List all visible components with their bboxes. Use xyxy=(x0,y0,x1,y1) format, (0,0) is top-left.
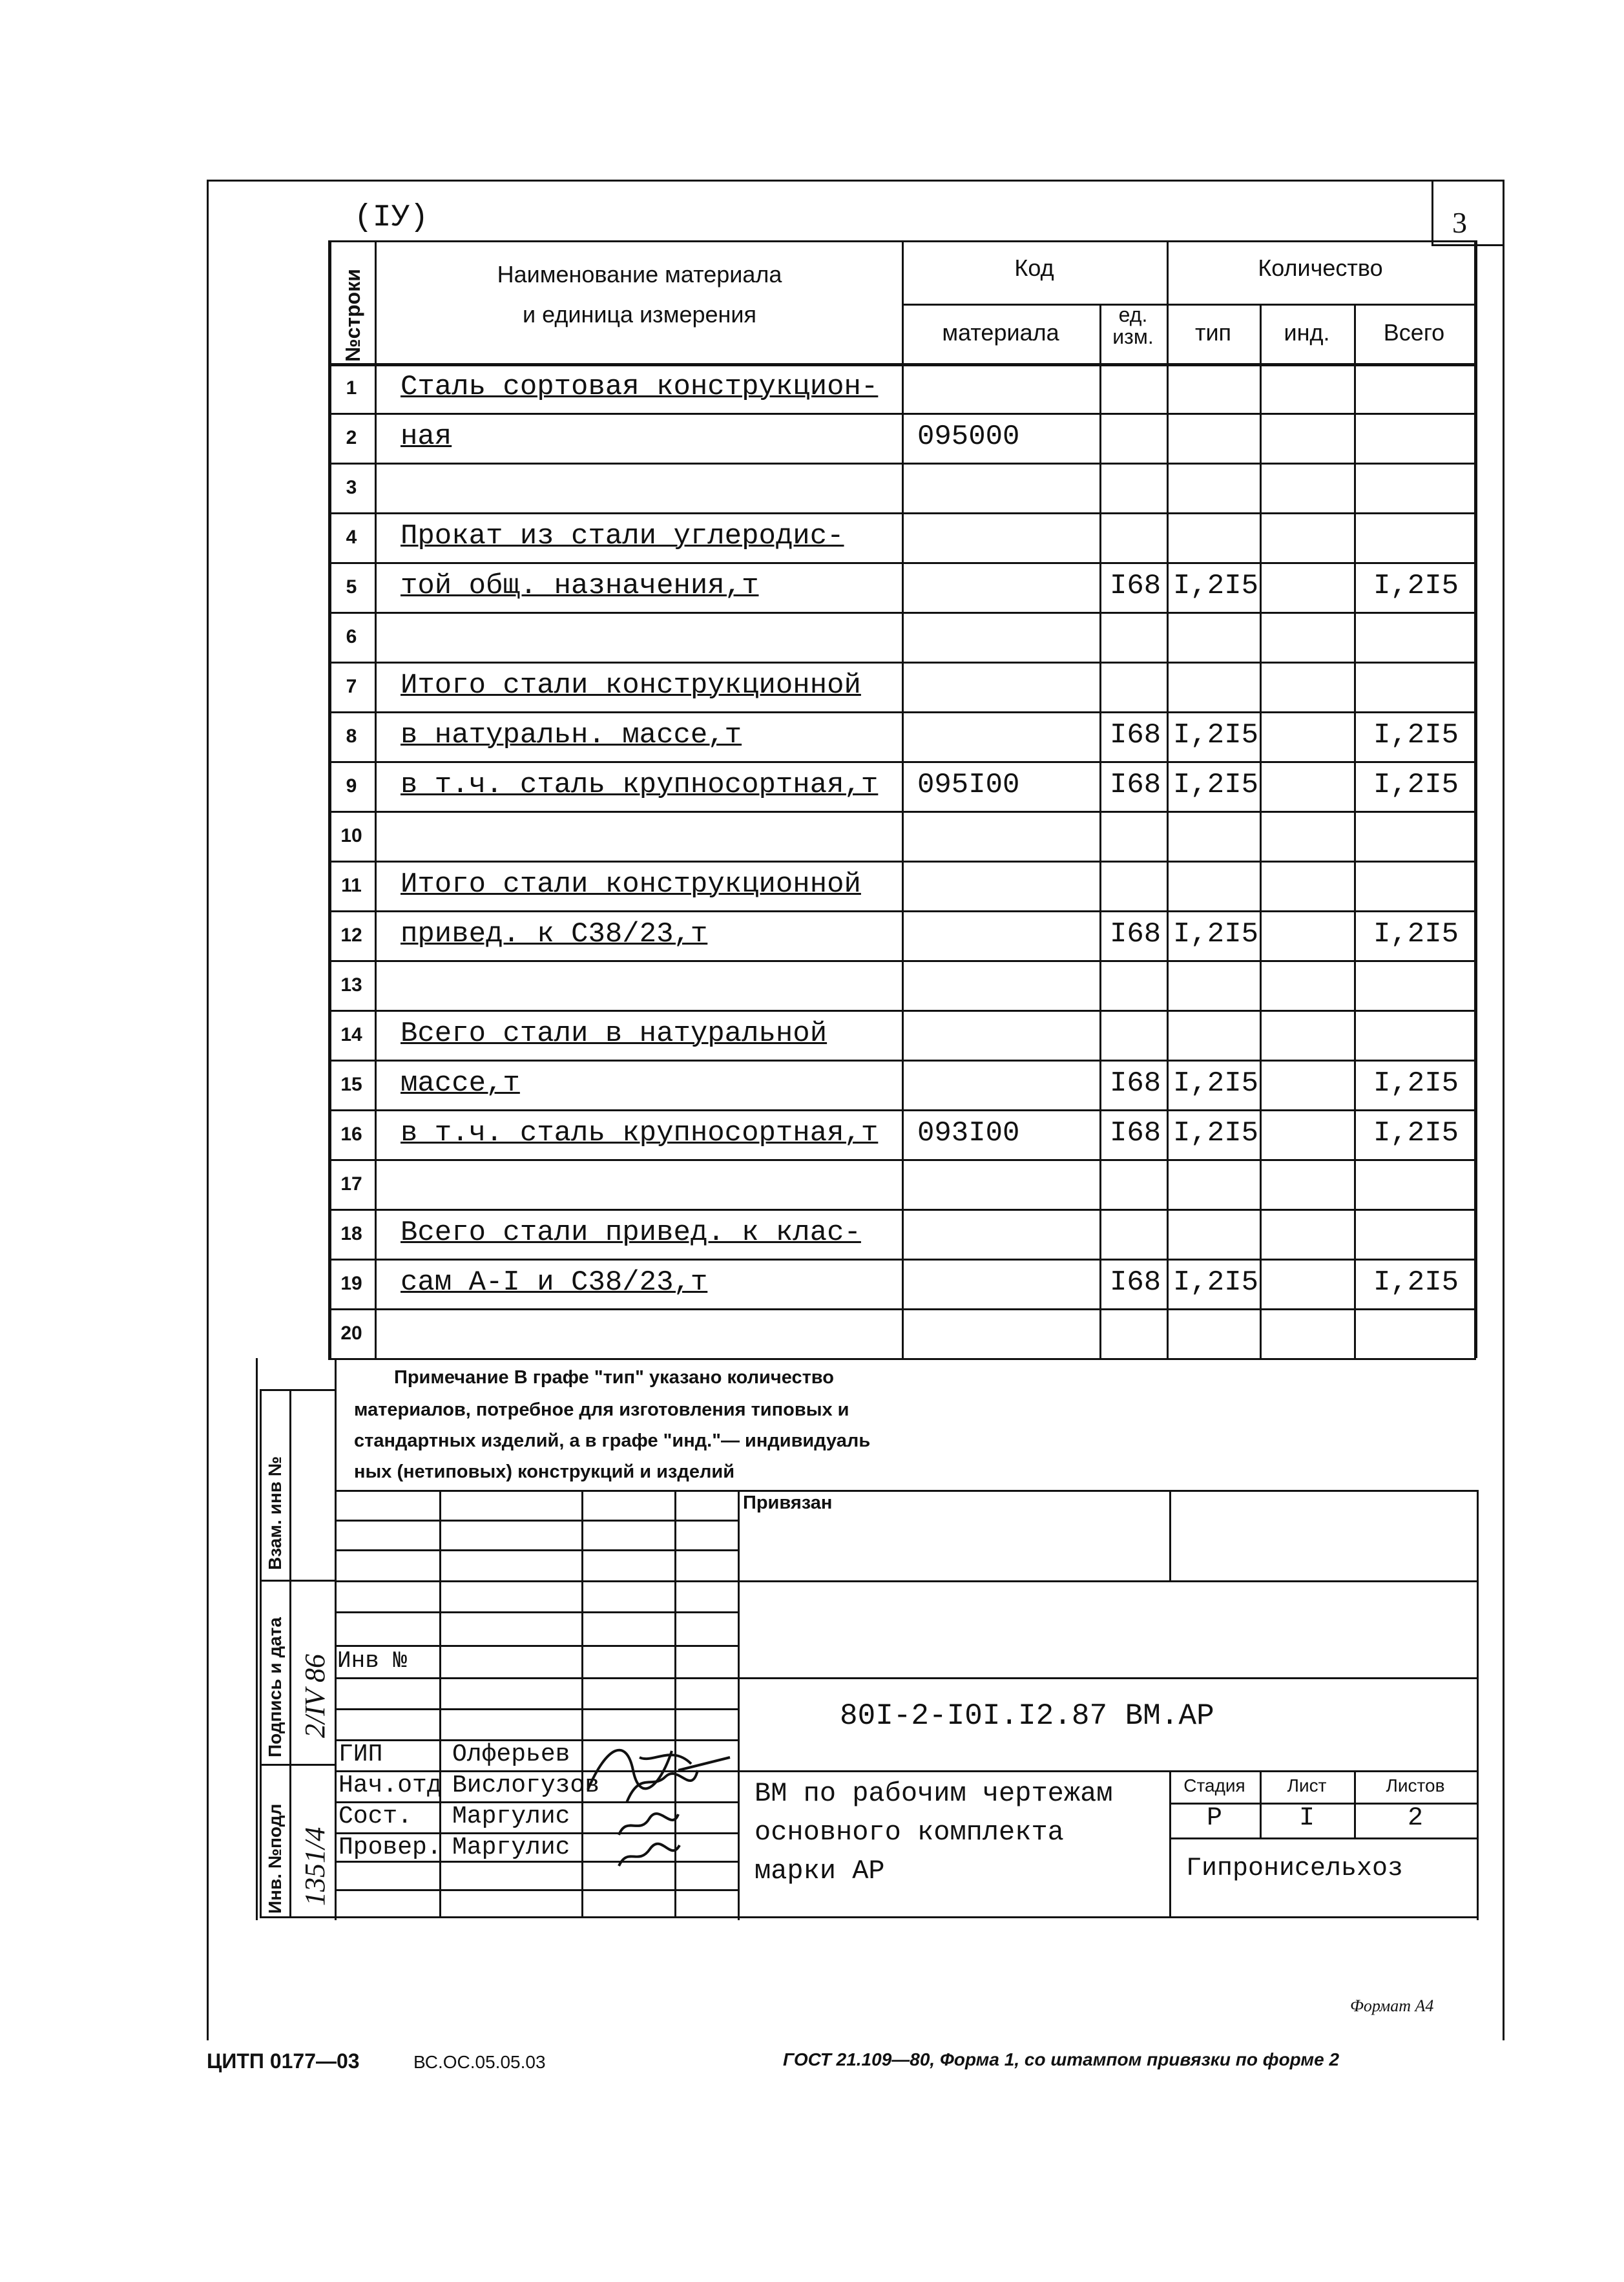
tb-sheets-value: 2 xyxy=(1407,1804,1423,1833)
sheet-number: 3 xyxy=(1452,206,1467,239)
tb-bottom xyxy=(260,1916,1477,1918)
tb-h2 xyxy=(335,1549,738,1551)
row-qty-typ: I,2I5 xyxy=(1173,1067,1259,1100)
tb-role-label: Нач.отд xyxy=(338,1772,442,1799)
row-code: 095000 xyxy=(917,421,1020,453)
tb-role-name: Маргулис xyxy=(452,1834,570,1861)
row-code: 093I00 xyxy=(917,1117,1020,1149)
sheet-number-box-bottom xyxy=(1431,244,1503,246)
row-number: 3 xyxy=(346,477,357,498)
signature-margulis-2 xyxy=(614,1839,685,1871)
tb-top xyxy=(335,1490,1478,1492)
row-divider xyxy=(328,512,1476,514)
row-number: 5 xyxy=(346,576,357,598)
row-divider xyxy=(328,711,1476,713)
row-name: сам А-I и С38/23,т xyxy=(401,1266,708,1299)
format-label: Формат А4 xyxy=(1350,1996,1434,2015)
row-qty-total: I,2I5 xyxy=(1373,570,1459,602)
header-mid xyxy=(902,304,1474,306)
row-qty-typ: I,2I5 xyxy=(1173,769,1259,801)
header-bottom xyxy=(328,363,1476,366)
side-stamp-col xyxy=(289,1389,291,1916)
side-stamp-left xyxy=(260,1389,262,1916)
row-unit: I68 xyxy=(1110,1067,1161,1100)
row-number: 9 xyxy=(346,775,357,797)
col-code-right xyxy=(1099,304,1101,1358)
footer-gost: ГОСТ 21.109—80, Форма 1, со штампом привязки по форме 2 xyxy=(783,2049,1340,2069)
side-sign-date: Подпись и дата xyxy=(265,1617,285,1757)
note-line-4: ных (нетиповых) конструкций и изделий xyxy=(354,1461,735,1482)
tb-h6 xyxy=(335,1677,1477,1679)
side-podl-number: 1351/4 xyxy=(299,1827,331,1906)
frame-top xyxy=(207,180,1503,182)
section-label: (IУ) xyxy=(354,200,429,235)
row-name: в т.ч. сталь крупносортная,т xyxy=(401,1117,879,1149)
row-number: 2 xyxy=(346,427,357,448)
qty-typ-header: тип xyxy=(1194,319,1232,346)
row-qty-typ: I,2I5 xyxy=(1173,570,1259,602)
row-divider xyxy=(328,1259,1476,1261)
qty-total-header: Всего xyxy=(1383,319,1445,346)
row-unit: I68 xyxy=(1110,1117,1161,1149)
signature-margulis-1 xyxy=(614,1809,685,1841)
tb-sheet-label: Лист xyxy=(1287,1775,1327,1795)
sheet-number-box-left xyxy=(1431,180,1433,244)
row-name: Итого стали конструкционной xyxy=(401,868,861,901)
row-divider xyxy=(328,761,1476,763)
row-name: массе,т xyxy=(401,1067,520,1100)
row-name: Всего стали в натуральной xyxy=(401,1018,828,1050)
row-number: 11 xyxy=(341,875,362,896)
row-divider xyxy=(328,463,1476,465)
note-line-2: материалов, потребное для изготовления типовых и xyxy=(354,1399,849,1420)
side-date-handwritten: 2/IV 86 xyxy=(299,1654,331,1738)
row-number: 20 xyxy=(340,1323,362,1344)
row-divider xyxy=(328,1060,1476,1062)
row-unit: I68 xyxy=(1110,570,1161,602)
frame-left xyxy=(207,180,209,2040)
row-name: той общ. назначения,т xyxy=(401,570,759,602)
row-qty-typ: I,2I5 xyxy=(1173,1117,1259,1149)
code-material-header: материала xyxy=(942,319,1059,346)
tb-h7 xyxy=(335,1708,738,1710)
row-divider xyxy=(328,1109,1476,1111)
tb-h13 xyxy=(335,1889,738,1891)
tb-privyazan-split xyxy=(1169,1490,1171,1580)
tb-role-label: ГИП xyxy=(338,1741,383,1768)
row-divider xyxy=(328,1209,1476,1211)
row-number: 17 xyxy=(340,1173,362,1195)
tb-h4 xyxy=(335,1611,738,1613)
row-number: 15 xyxy=(340,1074,362,1095)
col-rownum-right xyxy=(375,240,377,1358)
row-divider xyxy=(328,562,1476,564)
col-name-right xyxy=(902,240,904,1358)
lower-left-border xyxy=(256,1358,258,1920)
row-divider xyxy=(328,413,1476,415)
row-qty-total: I,2I5 xyxy=(1373,1117,1459,1149)
tb-sheets-label: Листов xyxy=(1386,1775,1445,1795)
row-name: в натуральн. массе,т xyxy=(401,719,742,751)
row-number-header: №строки xyxy=(341,269,364,362)
row-number: 6 xyxy=(346,626,357,647)
row-number: 13 xyxy=(340,974,362,996)
code-header: Код xyxy=(1014,255,1054,281)
row-number: 18 xyxy=(340,1223,362,1244)
col-unit-right xyxy=(1167,240,1169,1358)
row-qty-typ: I,2I5 xyxy=(1173,719,1259,751)
row-divider xyxy=(328,612,1476,614)
row-divider xyxy=(328,960,1476,962)
tb-title-3: марки АР xyxy=(755,1856,885,1887)
side-stamp-top xyxy=(260,1389,335,1391)
tb-role-label: Сост. xyxy=(338,1803,413,1830)
row-number: 16 xyxy=(340,1124,362,1145)
tb-stage-label: Стадия xyxy=(1183,1775,1245,1795)
row-unit: I68 xyxy=(1110,1266,1161,1299)
tb-col-b xyxy=(581,1490,583,1916)
row-name: в т.ч. сталь крупносортная,т xyxy=(401,769,879,801)
tb-right xyxy=(1477,1490,1479,1920)
row-number: 4 xyxy=(346,527,357,548)
row-number: 12 xyxy=(340,925,362,946)
tb-org: Гипронисельхоз xyxy=(1186,1854,1404,1883)
quantity-header: Количество xyxy=(1258,255,1383,281)
tb-h3 xyxy=(335,1580,1477,1582)
row-unit: I68 xyxy=(1110,719,1161,751)
name-header: Наименование материала xyxy=(497,261,782,288)
footer-left-code2: ВС.ОС.05.05.03 xyxy=(413,2052,546,2072)
row-divider xyxy=(328,1010,1476,1012)
tb-role-name: Вислогузов xyxy=(452,1772,600,1799)
row-qty-total: I,2I5 xyxy=(1373,719,1459,751)
footer-left-code: ЦИТП 0177—03 xyxy=(207,2049,360,2073)
note-line-1: Примечание В графе "тип" указано количество xyxy=(394,1367,834,1388)
tb-doc-code: 80I-2-I0I.I2.87 ВМ.АР xyxy=(840,1699,1214,1733)
tb-h5 xyxy=(335,1645,738,1647)
row-name: ная xyxy=(401,421,452,453)
row-name: Сталь сортовая конструкцион- xyxy=(401,371,879,403)
tb-stage-h2 xyxy=(1169,1837,1477,1839)
row-number: 14 xyxy=(340,1024,362,1045)
header-top xyxy=(328,240,1476,242)
tb-title-2: основного комплекта xyxy=(755,1817,1064,1848)
row-number: 1 xyxy=(346,377,357,399)
side-inv-vzam: Взам. инв № xyxy=(265,1456,285,1570)
row-qty-total: I,2I5 xyxy=(1373,1067,1459,1100)
row-divider xyxy=(328,861,1476,863)
signature-visloguzov xyxy=(620,1764,704,1809)
tb-inv-label: Инв № xyxy=(337,1648,408,1674)
side-stamp-split1 xyxy=(260,1580,335,1582)
row-name: Прокат из стали углеродис- xyxy=(401,520,844,552)
tb-sheet-value: I xyxy=(1298,1804,1315,1833)
side-stamp-split2 xyxy=(260,1764,335,1766)
row-name: Всего стали привед. к клас- xyxy=(401,1217,861,1249)
row-divider xyxy=(328,662,1476,664)
row-name: Итого стали конструкционной xyxy=(401,669,861,702)
row-qty-typ: I,2I5 xyxy=(1173,918,1259,950)
tb-title-1: ВМ по рабочим чертежам xyxy=(755,1778,1113,1809)
row-number: 7 xyxy=(346,676,357,697)
tb-h1 xyxy=(335,1520,738,1522)
tb-role-name: Маргулис xyxy=(452,1803,570,1830)
code-unit-header: ед. изм. xyxy=(1112,303,1154,348)
row-qty-typ: I,2I5 xyxy=(1173,1266,1259,1299)
tb-role-name: Олферьев xyxy=(452,1741,570,1768)
row-divider xyxy=(328,1308,1476,1310)
row-number: 8 xyxy=(346,726,357,747)
row-number: 10 xyxy=(340,825,362,846)
qty-ind-header: инд. xyxy=(1284,319,1330,346)
side-inv-podl: Инв. №подл xyxy=(265,1803,285,1914)
row-number: 19 xyxy=(340,1273,362,1294)
name-unit-header: и единица измерения xyxy=(522,301,756,328)
tb-col-d xyxy=(738,1490,740,1920)
tb-stage-value: Р xyxy=(1206,1804,1222,1833)
row-unit: I68 xyxy=(1110,918,1161,950)
col-ind-right xyxy=(1354,304,1356,1358)
tb-role-label: Провер. xyxy=(338,1834,442,1861)
row-code: 095I00 xyxy=(917,769,1020,801)
row-unit: I68 xyxy=(1110,769,1161,801)
row-qty-total: I,2I5 xyxy=(1373,918,1459,950)
note-line-3: стандартных изделий, а в графе "инд."— индивидуаль xyxy=(354,1430,871,1451)
row-divider xyxy=(328,910,1476,912)
row-qty-total: I,2I5 xyxy=(1373,769,1459,801)
row-divider xyxy=(328,1159,1476,1161)
frame-right xyxy=(1503,180,1504,2040)
row-name: привед. к С38/23,т xyxy=(401,918,708,950)
row-divider xyxy=(328,811,1476,813)
tb-privyazan-label: Привязан xyxy=(743,1492,833,1513)
lower-stamp-left xyxy=(335,1358,337,1920)
table-right xyxy=(1474,240,1477,1358)
row-divider xyxy=(328,1358,1476,1360)
col-typ-right xyxy=(1260,304,1262,1358)
row-qty-total: I,2I5 xyxy=(1373,1266,1459,1299)
